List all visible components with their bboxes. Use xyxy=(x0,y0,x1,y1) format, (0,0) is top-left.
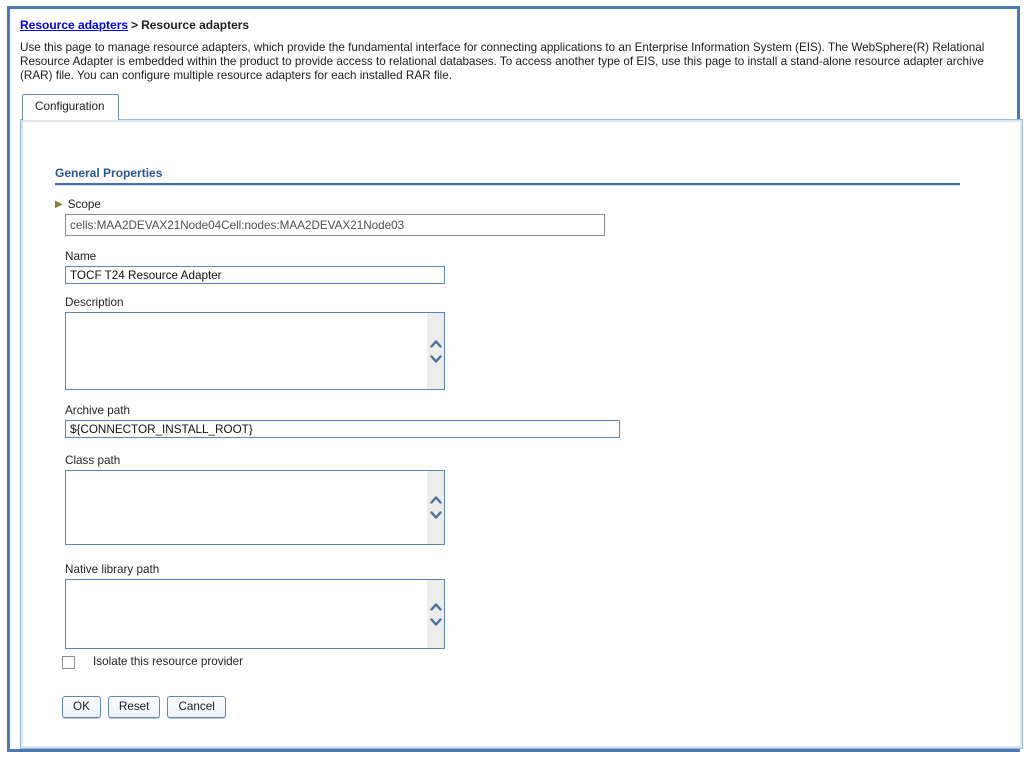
configuration-panel xyxy=(20,119,1023,749)
native-library-path-label: Native library path xyxy=(65,563,160,576)
breadcrumb-current: Resource adapters xyxy=(141,18,250,32)
isolate-provider-label: Isolate this resource provider xyxy=(93,655,244,668)
scroll-up-icon[interactable] xyxy=(430,496,442,504)
console-frame xyxy=(7,6,1020,752)
breadcrumb-separator: > xyxy=(131,18,139,32)
ok-button[interactable]: OK xyxy=(62,696,101,718)
scroll-up-icon[interactable] xyxy=(430,603,442,611)
scroll-up-icon[interactable] xyxy=(430,340,442,348)
name-input[interactable] xyxy=(65,266,445,284)
general-properties-title: General Properties xyxy=(55,166,163,180)
cancel-button[interactable]: Cancel xyxy=(167,696,225,718)
description-label: Description xyxy=(65,296,124,309)
class-path-label: Class path xyxy=(65,454,121,467)
archive-path-input[interactable] xyxy=(65,420,620,438)
native-library-path-textarea[interactable] xyxy=(65,579,445,649)
reset-button[interactable]: Reset xyxy=(108,696,161,718)
breadcrumb-link-resource-adapters[interactable]: Resource adapters xyxy=(20,18,129,32)
section-divider xyxy=(55,183,960,186)
class-path-textarea[interactable] xyxy=(65,470,445,545)
page xyxy=(10,9,1017,749)
page-description: Use this page to manage resource adapters, which provide the fundamental interface for connecting applications to an Enterprise Information System (EIS). The WebSphere(R) Relational Resource Adapter is embedded within the product to provide access to relational databases. To access another type of EIS, use this page to install a stand-alone resource adapter archive (RAR) file. You can configure multiple resource adapters for each installed RAR file. xyxy=(20,41,985,82)
name-label: Name xyxy=(65,250,97,263)
class-path-scrollbar[interactable] xyxy=(427,471,444,544)
scroll-down-icon[interactable] xyxy=(430,511,442,519)
required-marker-icon: ▶ xyxy=(55,199,63,210)
breadcrumb xyxy=(20,18,1009,33)
scope-label: Scope xyxy=(67,198,101,211)
action-buttons xyxy=(62,696,1022,718)
archive-path-label: Archive path xyxy=(65,404,130,417)
tab-strip xyxy=(20,93,1009,119)
description-scrollbar[interactable] xyxy=(427,313,444,389)
native-library-scrollbar[interactable] xyxy=(427,580,444,648)
isolate-provider-row xyxy=(62,655,1022,669)
scope-input[interactable] xyxy=(65,214,605,236)
scroll-down-icon[interactable] xyxy=(430,618,442,626)
isolate-provider-checkbox[interactable] xyxy=(62,656,75,669)
description-textarea[interactable] xyxy=(65,312,445,390)
tab-configuration[interactable]: Configuration xyxy=(22,94,119,120)
scope-field-group xyxy=(55,198,1022,212)
scroll-down-icon[interactable] xyxy=(430,355,442,363)
